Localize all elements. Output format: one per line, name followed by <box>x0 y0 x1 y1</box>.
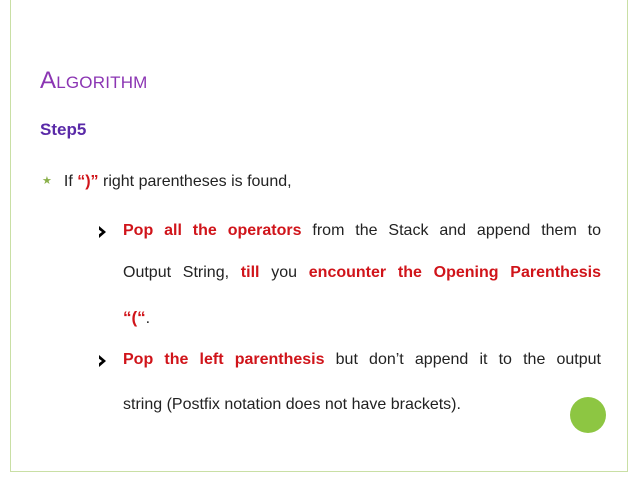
sub1-text-4: . <box>145 310 151 327</box>
sub1-text-2: Output String, <box>123 264 241 281</box>
sub1-highlight-4: “(“ <box>123 308 146 327</box>
green-circle-decoration <box>570 397 606 433</box>
title-rest: LGORITHM <box>56 73 148 92</box>
sub1-text: from the Stack and append them to <box>301 222 602 239</box>
sub-bullet-2-line-1 <box>123 351 601 369</box>
sub1-text-3: you <box>259 264 309 281</box>
sub1-highlight-2: till <box>240 264 260 281</box>
sub-bullet-1-line-1 <box>123 222 601 240</box>
slide-title <box>40 67 148 95</box>
bullet-text-end: right parentheses is found, <box>98 173 292 190</box>
sub-bullet-2-line-2 <box>123 396 601 414</box>
sub1-highlight: Pop all the operators <box>123 222 302 239</box>
sub-bullet-1-line-2 <box>123 264 601 282</box>
arrow-bullet-icon <box>99 355 106 367</box>
sub2-text: but don’t append it to the output <box>324 351 601 368</box>
arrow-bullet-icon <box>99 226 106 238</box>
star-bullet-icon: ★ <box>42 175 52 187</box>
bullet-highlight: “)” <box>77 173 99 190</box>
sub2-highlight: Pop the left parenthesis <box>123 351 325 368</box>
sub-bullet-1-line-3 <box>123 308 601 328</box>
bullet-item <box>42 173 292 191</box>
bullet-text: If <box>63 173 78 190</box>
step-heading: Step5 <box>40 120 87 139</box>
sub1-highlight-3: encounter the Opening Parenthesis <box>308 264 601 281</box>
title-first-letter: A <box>40 67 57 94</box>
sub2-text-2: string (Postfix notation does not have brackets). <box>123 396 461 413</box>
